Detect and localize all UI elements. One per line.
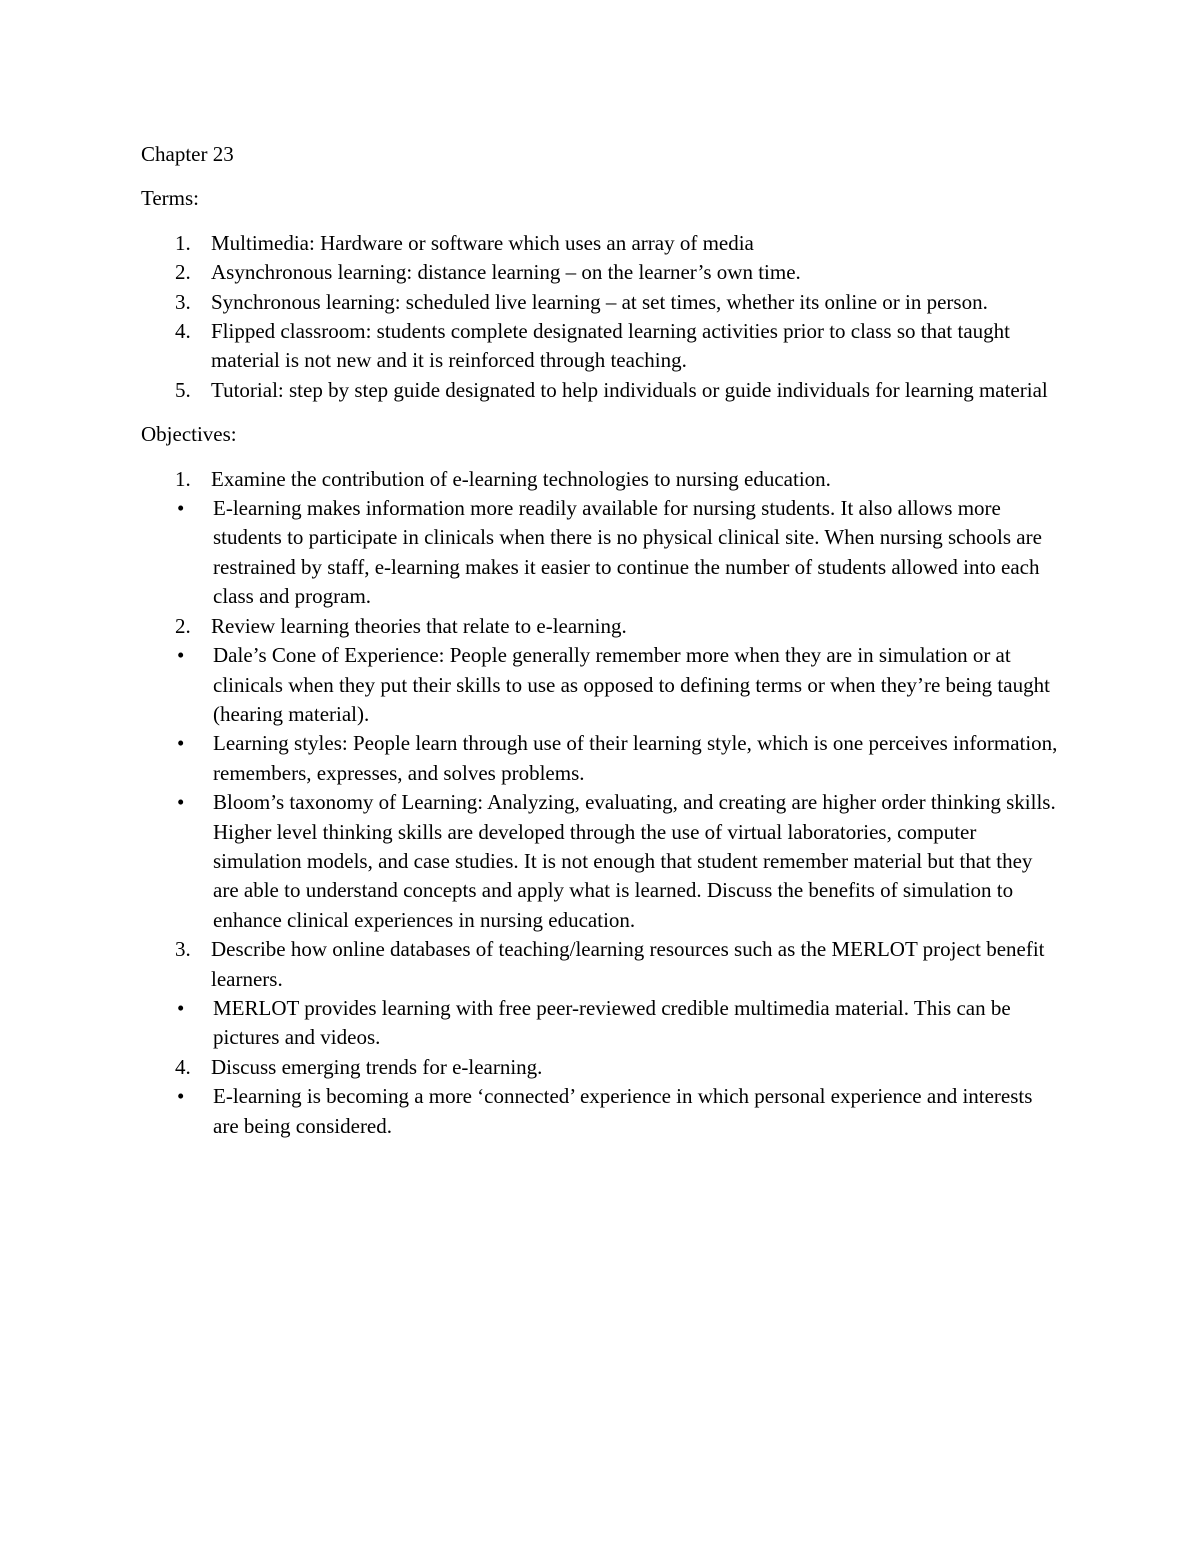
bullet-item: [141, 994, 1061, 1053]
bullet-icon: •: [177, 643, 185, 668]
term-item: [141, 376, 1061, 405]
objective-text: Discuss emerging trends for e-learning.: [211, 1054, 543, 1079]
objectives-list: [141, 465, 1061, 494]
bullet-text: E-learning is becoming a more ‘connected’ experience in which personal experience and interests are being considered.: [213, 1084, 1033, 1138]
objectives-list: [141, 1053, 1061, 1082]
term-item: [141, 258, 1061, 287]
objectives-heading: Objectives:: [141, 422, 237, 447]
bullet-item: [141, 788, 1061, 935]
bullet-text: E-learning makes information more readily available for nursing students. It also allows more students to participate in clinicals when there is no physical clinical site. When nursing schools are restrained by staff, e-learning makes it easier to continue the number of students allowed into each class and program.: [213, 496, 1042, 609]
term-number: 3.: [175, 289, 191, 314]
bullet-item: [141, 1082, 1061, 1141]
bullet-text: MERLOT provides learning with free peer-reviewed credible multimedia material. This can be pictures and videos.: [213, 995, 1011, 1050]
term-text: Asynchronous learning: distance learning – on the learner’s own time.: [211, 260, 801, 285]
objective-bullets: [141, 494, 1061, 612]
objective-item: [141, 935, 1061, 994]
terms-heading: Terms:: [141, 186, 200, 211]
objective-text: Review learning theories that relate to e-learning.: [211, 613, 627, 638]
term-item: [141, 317, 1061, 376]
term-item: [141, 229, 1061, 258]
objective-bullets: [141, 994, 1061, 1053]
objective-bullets: [141, 1082, 1061, 1141]
objective-number: 2.: [175, 613, 191, 638]
bullet-text: Bloom’s taxonomy of Learning: Analyzing, evaluating, and creating are higher order thinking skills. Higher level thinking skills are developed through the use of virtual laboratories, computer simulation models, and case studies. It is not enough that student remember material but that they are able to understand concepts and apply what is learned. Discuss the benefits of simulation to enhance clinical experiences in nursing education.: [213, 790, 1056, 932]
objective-item: [141, 612, 1061, 641]
objective-bullets: [141, 641, 1061, 935]
term-text: Flipped classroom: students complete designated learning activities prior to class so that taught material is not new and it is reinforced through teaching.: [211, 319, 1010, 373]
bullet-icon: •: [177, 496, 185, 521]
term-text: Multimedia: Hardware or software which uses an array of media: [211, 230, 754, 255]
objectives-list: [141, 935, 1061, 994]
term-text: Tutorial: step by step guide designated to help individuals or guide individuals for learning material: [211, 377, 1048, 402]
bullet-item: [141, 641, 1061, 729]
objective-text: Describe how online databases of teaching/learning resources such as the MERLOT project benefit learners.: [211, 937, 1045, 991]
bullet-icon: •: [177, 731, 185, 756]
objective-number: 4.: [175, 1054, 191, 1079]
bullet-item: [141, 729, 1061, 788]
bullet-item: [141, 494, 1061, 612]
term-number: 2.: [175, 260, 191, 285]
objective-text: Examine the contribution of e-learning technologies to nursing education.: [211, 466, 831, 491]
term-number: 4.: [175, 319, 191, 344]
chapter-title: Chapter 23: [141, 142, 234, 166]
objective-item: [141, 1053, 1061, 1082]
bullet-text: Learning styles: People learn through use of their learning style, which is one perceives information, remembers, expresses, and solves problems.: [213, 731, 1058, 785]
term-item: [141, 288, 1061, 317]
bullet-icon: •: [177, 995, 185, 1020]
term-number: 1.: [175, 230, 191, 255]
bullet-icon: •: [177, 1084, 185, 1109]
objective-number: 1.: [175, 466, 191, 491]
bullet-text: Dale’s Cone of Experience: People generally remember more when they are in simulation or at clinicals when they put their skills to use as opposed to defining terms or when they’re being taught (hearing material).: [213, 643, 1050, 726]
term-text: Synchronous learning: scheduled live learning – at set times, whether its online or in person.: [211, 289, 988, 314]
objective-number: 3.: [175, 937, 191, 962]
objectives-list: [141, 612, 1061, 641]
terms-list: [141, 229, 1061, 405]
term-number: 5.: [175, 377, 191, 402]
document-page: [141, 140, 1061, 1141]
objective-item: [141, 465, 1061, 494]
bullet-icon: •: [177, 790, 185, 815]
